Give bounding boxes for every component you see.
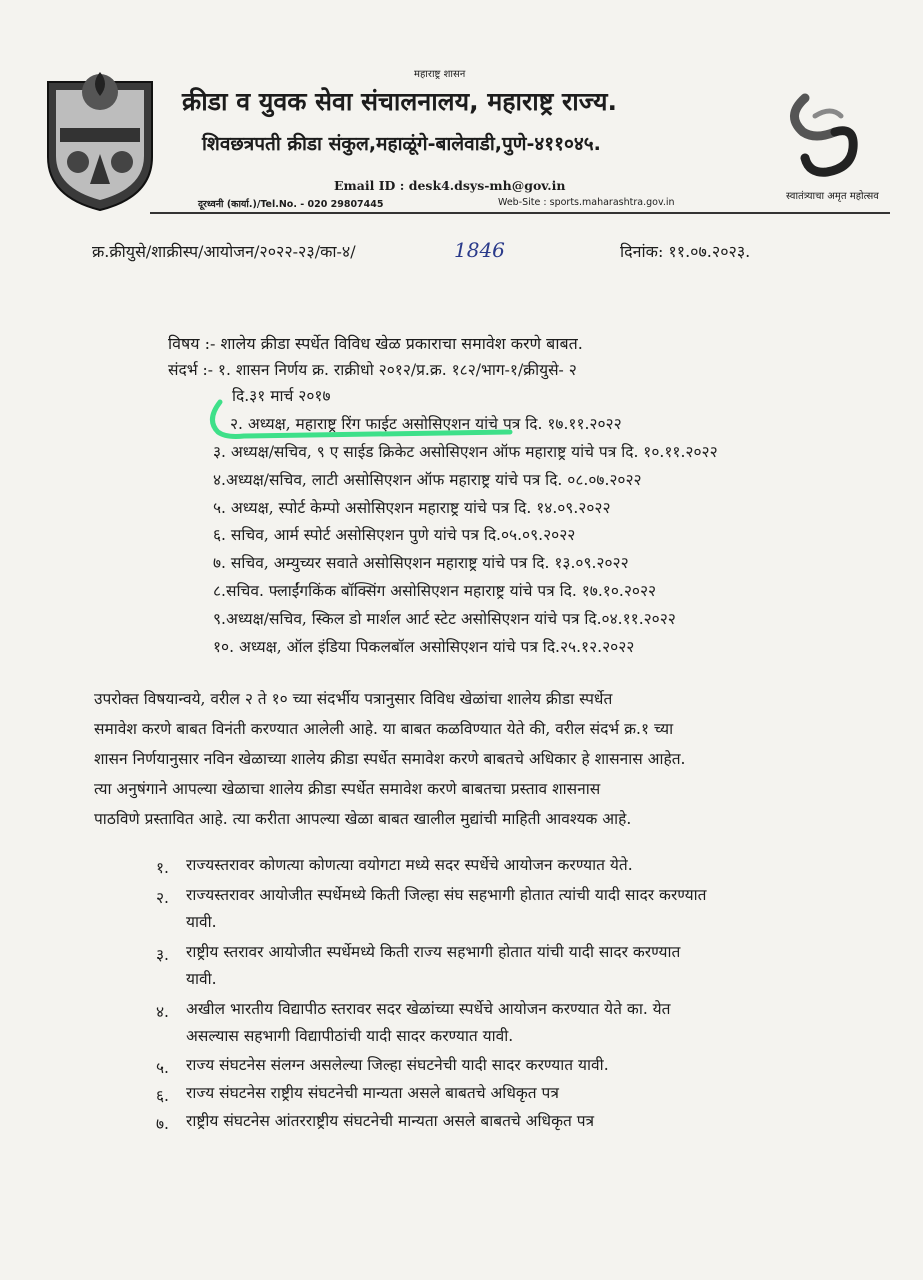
body-line: समावेश करणे बाबत विनंती करण्यात आलेली आहे. या बाबत कळविण्यात येते की, वरील संदर्भ क्र.१ च्या [94, 720, 674, 738]
body-line: पाठविणे प्रस्तावित आहे. त्या करीता आपल्या खेळा बाबत खालील मुद्यांची माहिती आवश्यक आहे. [94, 810, 632, 828]
point-number: ७. [156, 1115, 169, 1133]
point-text: राज्यस्तरावर आयोजीत स्पर्धेमध्ये किती जिल्हा संघ सहभागी होतात त्यांची यादी सादर करण्यात [186, 886, 707, 904]
brand-tagline: स्वातंत्र्याचा अमृत महोत्सव [786, 191, 879, 202]
reference-item: ९.अध्यक्ष/सचिव, स्किल डो मार्शल आर्ट स्टेट असोसिएशन यांचे पत्र दि.०४.११.२०२२ [213, 610, 676, 628]
body-line: शासन निर्णयानुसार नविन खेळाच्या शालेय क्रीडा स्पर्धेत समावेश करणे बाबतचे अधिकार हे शासनास आहेत. [94, 750, 686, 768]
department-emblem-icon [40, 62, 160, 212]
point-text: राज्य संघटनेस राष्ट्रीय संघटनेची मान्यता असले बाबतचे अधिकृत पत्र [186, 1084, 559, 1102]
website-line: Web-Site : sports.maharashtra.gov.in [498, 197, 675, 208]
department-address: शिवछत्रपती क्रीडा संकुल,महाळूंगे-बालेवाडी,पुणे-४११०४५. [202, 133, 601, 155]
department-title: क्रीडा व युवक सेवा संचालनालय, महाराष्ट्र राज्य. [182, 87, 618, 116]
reference-item: ४.अध्यक्ष/सचिव, लाटी असोसिएशन ऑफ महाराष्ट्र यांचे पत्र दि. ०८.०७.२०२२ [213, 471, 642, 489]
point-text: राज्यस्तरावर कोणत्या कोणत्या वयोगटा मध्ये सदर स्पर्धेचे आयोजन करण्यात येते. [186, 856, 633, 874]
govt-label: महाराष्ट्र शासन [414, 69, 466, 80]
reference-1-date: दि.३१ मार्च २०१७ [232, 387, 331, 405]
point-text: राज्य संघटनेस संलग्न असलेल्या जिल्हा संघटनेची यादी सादर करण्यात यावी. [186, 1056, 609, 1074]
subject-line: विषय :- शालेय क्रीडा स्पर्धेत विविध खेळ प्रकाराचा समावेश करणे बाबत. [168, 334, 583, 353]
reference-item: ३. अध्यक्ष/सचिव, ९ ए साईड क्रिकेट असोसिएशन ऑफ महाराष्ट्र यांचे पत्र दि. १०.११.२०२२ [213, 443, 718, 461]
amrit-mahotsav-logo-icon [775, 88, 885, 188]
email-line: Email ID : desk4.dsys-mh@gov.in [334, 178, 566, 193]
point-number: ५. [156, 1059, 169, 1077]
reference-item: ६. सचिव, आर्म स्पोर्ट असोसिएशन पुणे यांचे पत्र दि.०५.०९.२०२२ [213, 526, 576, 544]
point-text: राष्ट्रीय संघटनेस आंतरराष्ट्रीय संघटनेची मान्यता असले बाबतचे अधिकृत पत्र [186, 1112, 595, 1130]
handwritten-number: 1846 [454, 238, 505, 262]
reference-item: ५. अध्यक्ष, स्पोर्ट केम्पो असोसिएशन महाराष्ट्र यांचे पत्र दि. १४.०९.२०२२ [213, 499, 611, 517]
telephone-line: दूरध्वनी (कार्या.)/Tel.No. - 020 29807445 [198, 199, 384, 210]
point-text: असल्यास सहभागी विद्यापीठांची यादी सादर करण्यात यावी. [186, 1027, 514, 1045]
reference-intro: संदर्भ :- १. शासन निर्णय क्र. राक्रीधो २०१२/प्र.क्र. १८२/भाग-१/क्रीयुसे- २ [168, 361, 577, 379]
point-text: अखील भारतीय विद्यापीठ स्तरावर सदर खेळांच्या स्पर्धेचे आयोजन करण्यात येते का. येत [186, 1000, 671, 1018]
reference-number: क्र.क्रीयुसे/शाक्रीस्प/आयोजन/२०२२-२३/का-४/ [92, 242, 356, 261]
reference-item: २. अध्यक्ष, महाराष्ट्र रिंग फाईट असोसिएशन यांचे पत्र दि. १७.११.२०२२ [230, 415, 622, 433]
header-divider [150, 212, 890, 214]
point-number: २. [156, 889, 169, 907]
point-number: ३. [156, 946, 169, 964]
reference-item: ८.सचिव. फ्लाईंगकिंक बॉक्सिंग असोसिएशन महाराष्ट्र यांचे पत्र दि. १७.१०.२०२२ [213, 582, 657, 600]
reference-item: ७. सचिव, अम्युच्यर सवाते असोसिएशन महाराष्ट्र यांचे पत्र दि. १३.०९.२०२२ [213, 554, 629, 572]
point-text: राष्ट्रीय स्तरावर आयोजीत स्पर्धेमध्ये किती राज्य सहभागी होतात यांची यादी सादर करण्यात [186, 943, 681, 961]
point-number: ६. [156, 1087, 169, 1105]
body-line: त्या अनुषंगाने आपल्या खेळाचा शालेय क्रीडा स्पर्धेत समावेश करणे बाबतचा प्रस्ताव शासनास [94, 780, 601, 798]
reference-item: १०. अध्यक्ष, ऑल इंडिया पिकलबॉल असोसिएशन यांचे पत्र दि.२५.१२.२०२२ [213, 638, 635, 656]
body-line: उपरोक्त विषयान्वये, वरील २ ते १० च्या संदर्भीय पत्रानुसार विविध खेळांचा शालेय क्रीडा स्पर्धेत [94, 690, 613, 708]
letter-date: दिनांक: ११.०७.२०२३. [620, 242, 751, 261]
point-number: ४. [156, 1003, 169, 1021]
point-text: यावी. [186, 970, 217, 988]
point-number: १. [156, 859, 169, 877]
point-text: यावी. [186, 913, 217, 931]
